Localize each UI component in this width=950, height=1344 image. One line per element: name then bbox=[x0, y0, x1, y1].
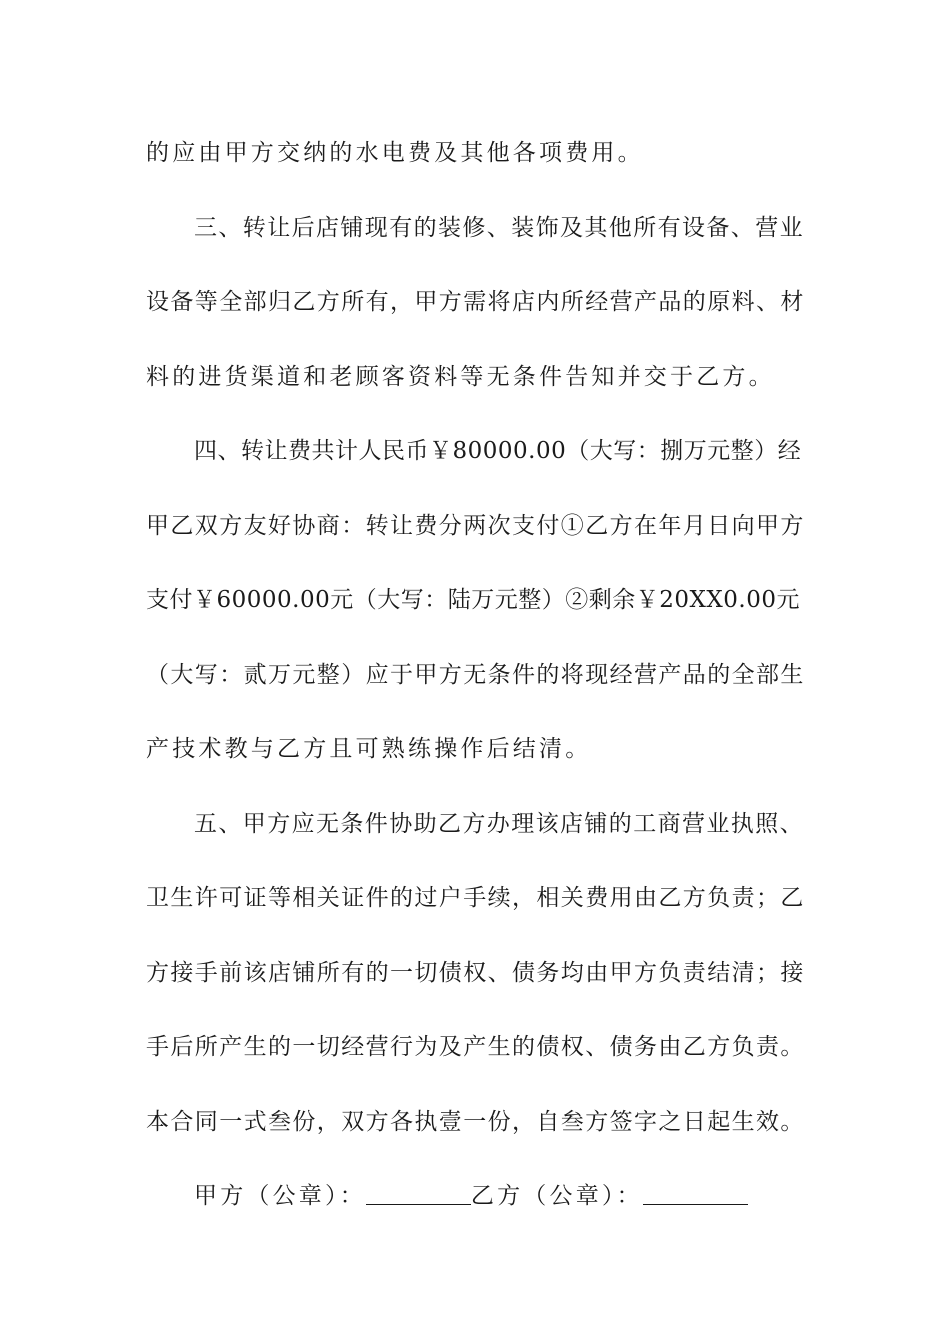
text-line: 产技术教与乙方且可熟练操作后结清。 bbox=[146, 736, 592, 762]
text-line: 方接手前该店铺所有的一切债权、债务均由甲方负责结清；接 bbox=[146, 959, 805, 986]
party-a-label: 甲方（公章）： bbox=[194, 1183, 366, 1209]
text-line: 甲乙双方友好协商：转让费分两次支付①乙方在年月日向甲方 bbox=[146, 512, 805, 539]
text-line: （大写：贰万元整）应于甲方无条件的将现经营产品的全部生 bbox=[146, 661, 805, 688]
text-line: 五、甲方应无条件协助乙方办理该店铺的工商营业执照、 bbox=[194, 810, 804, 837]
text-line: 料的进货渠道和老顾客资料等无条件告知并交于乙方。 bbox=[146, 363, 775, 390]
party-b-label: 乙方（公章）： bbox=[470, 1183, 643, 1209]
contract-body bbox=[146, 128, 806, 1246]
text-line: 四、转让费共计人民币￥80000.00（大写：捌万元整）经 bbox=[194, 438, 802, 464]
text-line: 本合同一式叁份，双方各执壹一份，自叁方签字之日起生效。 bbox=[146, 1108, 805, 1135]
text-line: 手后所产生的一切经营行为及产生的债权、债务由乙方负责。 bbox=[146, 1034, 805, 1060]
text-line: 设备等全部归乙方所有，甲方需将店内所经营产品的原料、材 bbox=[146, 289, 805, 315]
party-b-signature-blank bbox=[643, 1182, 748, 1205]
party-a-signature-blank bbox=[366, 1182, 471, 1205]
text-line: 支付￥60000.00元（大写：陆万元整）②剩余￥20XX0.00元 bbox=[146, 587, 800, 613]
text-line: 卫生许可证等相关证件的过户手续，相关费用由乙方负责；乙 bbox=[146, 885, 805, 911]
text-line: 三、转让后店铺现有的装修、装饰及其他所有设备、营业 bbox=[194, 214, 804, 241]
text-line: 的应由甲方交纳的水电费及其他各项费用。 bbox=[146, 140, 644, 166]
signature-row bbox=[146, 1171, 806, 1246]
